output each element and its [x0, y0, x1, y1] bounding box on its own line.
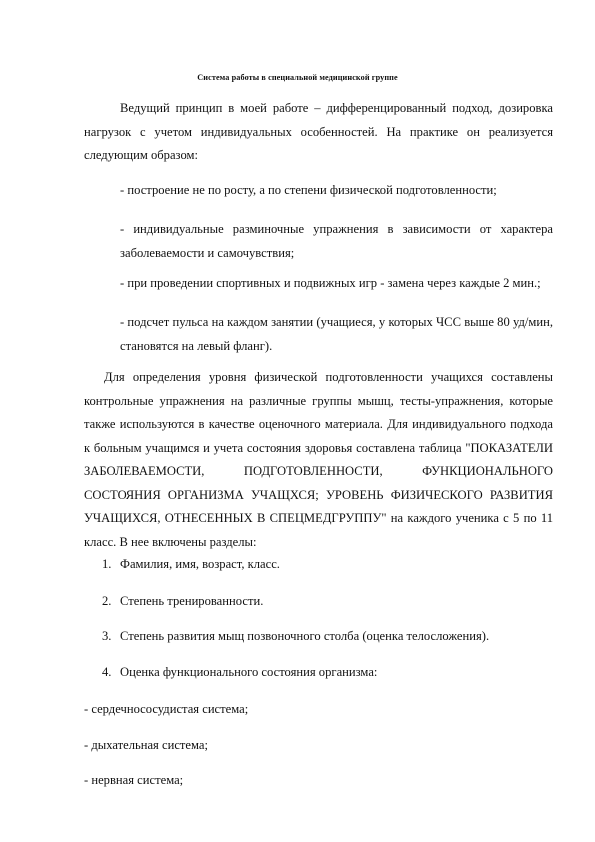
system-item-2: - дыхательная система;: [84, 738, 208, 752]
numbered-item-number: 4.: [102, 665, 112, 679]
numbered-item-number: 1.: [102, 557, 112, 571]
system-item-1: - сердечнососудистая система;: [84, 702, 249, 716]
dash-item-1: - построение не по росту, а по степени физической подготовленности;: [120, 183, 497, 197]
numbered-item-2: [102, 593, 263, 609]
numbered-item-1: [102, 556, 280, 572]
numbered-item-text: Степень тренированности.: [120, 594, 264, 608]
system-item-3: - нервная система;: [84, 773, 184, 787]
intro-paragraph: Ведущий принцип в моей работе – дифференцированный подход, дозировка нагрузок с учетом индивидуальных особенностей. На практике он реализуется следующим образом:: [84, 101, 553, 162]
dash-item-4: - подсчет пульса на каждом занятии (учащиеся, у которых ЧСС выше 80 уд/мин, становятся на левый фланг).: [120, 315, 553, 353]
numbered-item-3: [102, 628, 489, 644]
dash-item-2: - индивидуальные разминочные упражнения в зависимости от характера заболеваемости и самочувствия;: [120, 222, 553, 260]
numbered-item-number: 2.: [102, 594, 112, 608]
numbered-item-text: Оценка функционального состояния организма:: [120, 665, 378, 679]
numbered-item-text: Степень развития мыщ позвоночного столба (оценка телосложения).: [120, 629, 490, 643]
numbered-item-4: [102, 664, 377, 680]
document-title: Система работы в специальной медицинской группе: [197, 73, 398, 82]
main-paragraph: Для определения уровня физической подготовленности учащихся составлены контрольные упражнения на различные группы мышц, тесты-упражнения, которые также используются в качестве оценочного материала. Для индивидуального подхода к больным учащимся и учета состояния здоровья составлена таблица "ПОКАЗАТЕЛИ ЗАБОЛЕВАЕМОСТИ, ПОДГОТОВЛЕННОСТИ, ФУНКЦИОНАЛЬНОГО СОСТОЯНИЯ ОРГАНИЗМА УЧАЩХСЯ; УРОВЕНЬ ФИЗИЧЕСКОГО РАЗВИТИЯ УЧАЩИХСЯ, ОТНЕСЕННЫХ В СПЕЦМЕДГРУППУ" на каждого ученика с 5 по 11 класс. В нее включены разделы:: [84, 370, 553, 549]
dash-item-3: - при проведении спортивных и подвижных игр - замена через каждые 2 мин.;: [120, 276, 541, 290]
numbered-item-number: 3.: [102, 629, 112, 643]
numbered-item-text: Фамилия, имя, возраст, класс.: [120, 557, 280, 571]
